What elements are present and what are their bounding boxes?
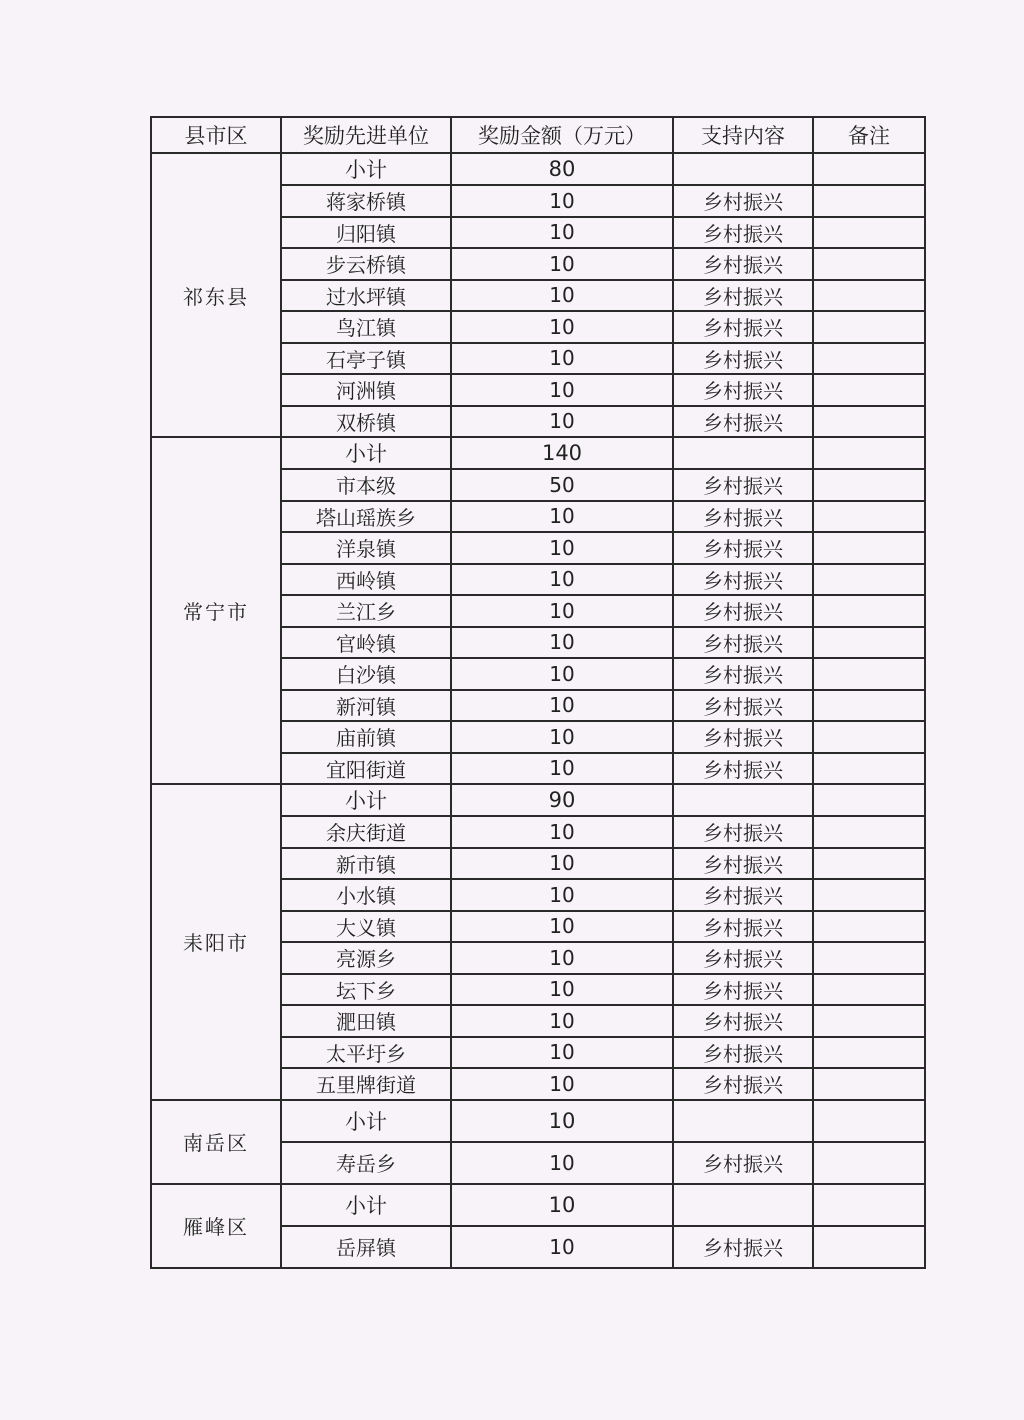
support-cell: 乡村振兴 bbox=[673, 753, 813, 785]
unit-cell: 新市镇 bbox=[281, 848, 451, 880]
remarks-cell bbox=[813, 658, 925, 690]
remarks-cell bbox=[813, 501, 925, 533]
remarks-cell bbox=[813, 406, 925, 438]
unit-cell: 宜阳街道 bbox=[281, 753, 451, 785]
amount-cell: 10 bbox=[451, 848, 673, 880]
unit-cell: 官岭镇 bbox=[281, 627, 451, 659]
unit-cell: 塔山瑶族乡 bbox=[281, 501, 451, 533]
support-cell: 乡村振兴 bbox=[673, 374, 813, 406]
subtotal-label: 小计 bbox=[281, 1100, 451, 1142]
unit-cell: 石亭子镇 bbox=[281, 343, 451, 375]
remarks-cell bbox=[813, 1068, 925, 1100]
subtotal-amount: 10 bbox=[451, 1100, 673, 1142]
remarks-cell bbox=[813, 911, 925, 943]
unit-cell: 归阳镇 bbox=[281, 217, 451, 249]
remarks-cell bbox=[813, 1100, 925, 1142]
support-cell: 乡村振兴 bbox=[673, 974, 813, 1006]
remarks-cell bbox=[813, 942, 925, 974]
subtotal-row bbox=[151, 437, 925, 469]
support-cell: 乡村振兴 bbox=[673, 248, 813, 280]
header-county: 县市区 bbox=[151, 117, 281, 153]
amount-cell: 10 bbox=[451, 374, 673, 406]
remarks-cell bbox=[813, 532, 925, 564]
amount-cell: 10 bbox=[451, 185, 673, 217]
remarks-cell bbox=[813, 595, 925, 627]
remarks-cell bbox=[813, 217, 925, 249]
remarks-cell bbox=[813, 1037, 925, 1069]
subtotal-row bbox=[151, 1100, 925, 1142]
amount-cell: 10 bbox=[451, 879, 673, 911]
unit-cell: 白沙镇 bbox=[281, 658, 451, 690]
amount-cell: 10 bbox=[451, 564, 673, 596]
subtotal-label: 小计 bbox=[281, 437, 451, 469]
county-cell: 祁东县 bbox=[151, 153, 281, 437]
remarks-cell bbox=[813, 185, 925, 217]
support-cell: 乡村振兴 bbox=[673, 564, 813, 596]
support-cell: 乡村振兴 bbox=[673, 721, 813, 753]
remarks-cell bbox=[813, 848, 925, 880]
support-cell: 乡村振兴 bbox=[673, 816, 813, 848]
support-cell: 乡村振兴 bbox=[673, 1142, 813, 1184]
support-cell: 乡村振兴 bbox=[673, 1005, 813, 1037]
support-cell: 乡村振兴 bbox=[673, 942, 813, 974]
unit-cell: 新河镇 bbox=[281, 690, 451, 722]
unit-cell: 岳屏镇 bbox=[281, 1226, 451, 1268]
subtotal-label: 小计 bbox=[281, 153, 451, 185]
unit-cell: 洋泉镇 bbox=[281, 532, 451, 564]
support-cell: 乡村振兴 bbox=[673, 658, 813, 690]
support-cell: 乡村振兴 bbox=[673, 469, 813, 501]
support-cell: 乡村振兴 bbox=[673, 879, 813, 911]
remarks-cell bbox=[813, 1226, 925, 1268]
header-support: 支持内容 bbox=[673, 117, 813, 153]
amount-cell: 10 bbox=[451, 911, 673, 943]
unit-cell: 蒋家桥镇 bbox=[281, 185, 451, 217]
amount-cell: 10 bbox=[451, 311, 673, 343]
amount-cell: 10 bbox=[451, 1005, 673, 1037]
support-cell: 乡村振兴 bbox=[673, 406, 813, 438]
remarks-cell bbox=[813, 974, 925, 1006]
remarks-cell bbox=[813, 280, 925, 312]
unit-cell: 双桥镇 bbox=[281, 406, 451, 438]
remarks-cell bbox=[813, 816, 925, 848]
award-table bbox=[150, 116, 926, 1269]
subtotal-row bbox=[151, 784, 925, 816]
amount-cell: 10 bbox=[451, 974, 673, 1006]
support-cell: 乡村振兴 bbox=[673, 532, 813, 564]
unit-cell: 小水镇 bbox=[281, 879, 451, 911]
unit-cell: 余庆街道 bbox=[281, 816, 451, 848]
support-cell: 乡村振兴 bbox=[673, 280, 813, 312]
header-remarks: 备注 bbox=[813, 117, 925, 153]
support-cell: 乡村振兴 bbox=[673, 595, 813, 627]
remarks-cell bbox=[813, 343, 925, 375]
subtotal-label: 小计 bbox=[281, 1184, 451, 1226]
amount-cell: 10 bbox=[451, 406, 673, 438]
remarks-cell bbox=[813, 690, 925, 722]
amount-cell: 10 bbox=[451, 595, 673, 627]
support-cell: 乡村振兴 bbox=[673, 1037, 813, 1069]
amount-cell: 10 bbox=[451, 1226, 673, 1268]
remarks-cell bbox=[813, 1184, 925, 1226]
remarks-cell bbox=[813, 753, 925, 785]
subtotal-row bbox=[151, 1184, 925, 1226]
unit-cell: 太平圩乡 bbox=[281, 1037, 451, 1069]
support-cell bbox=[673, 153, 813, 185]
county-cell: 雁峰区 bbox=[151, 1184, 281, 1268]
remarks-cell bbox=[813, 627, 925, 659]
support-cell bbox=[673, 1100, 813, 1142]
support-cell: 乡村振兴 bbox=[673, 343, 813, 375]
support-cell: 乡村振兴 bbox=[673, 690, 813, 722]
unit-cell: 大义镇 bbox=[281, 911, 451, 943]
subtotal-row bbox=[151, 153, 925, 185]
amount-cell: 10 bbox=[451, 1068, 673, 1100]
amount-cell: 10 bbox=[451, 816, 673, 848]
support-cell bbox=[673, 437, 813, 469]
unit-cell: 兰江乡 bbox=[281, 595, 451, 627]
amount-cell: 10 bbox=[451, 690, 673, 722]
unit-cell: 市本级 bbox=[281, 469, 451, 501]
subtotal-amount: 10 bbox=[451, 1184, 673, 1226]
subtotal-amount: 140 bbox=[451, 437, 673, 469]
amount-cell: 50 bbox=[451, 469, 673, 501]
amount-cell: 10 bbox=[451, 248, 673, 280]
unit-cell: 步云桥镇 bbox=[281, 248, 451, 280]
amount-cell: 10 bbox=[451, 627, 673, 659]
amount-cell: 10 bbox=[451, 501, 673, 533]
remarks-cell bbox=[813, 469, 925, 501]
subtotal-amount: 80 bbox=[451, 153, 673, 185]
unit-cell: 河洲镇 bbox=[281, 374, 451, 406]
remarks-cell bbox=[813, 1142, 925, 1184]
remarks-cell bbox=[813, 437, 925, 469]
amount-cell: 10 bbox=[451, 532, 673, 564]
remarks-cell bbox=[813, 564, 925, 596]
header-amount: 奖励金额（万元） bbox=[451, 117, 673, 153]
amount-cell: 10 bbox=[451, 217, 673, 249]
support-cell: 乡村振兴 bbox=[673, 627, 813, 659]
unit-cell: 鸟江镇 bbox=[281, 311, 451, 343]
subtotal-amount: 90 bbox=[451, 784, 673, 816]
unit-cell: 淝田镇 bbox=[281, 1005, 451, 1037]
unit-cell: 寿岳乡 bbox=[281, 1142, 451, 1184]
county-cell: 常宁市 bbox=[151, 437, 281, 784]
county-cell: 南岳区 bbox=[151, 1100, 281, 1184]
unit-cell: 西岭镇 bbox=[281, 564, 451, 596]
support-cell: 乡村振兴 bbox=[673, 217, 813, 249]
remarks-cell bbox=[813, 784, 925, 816]
remarks-cell bbox=[813, 879, 925, 911]
support-cell: 乡村振兴 bbox=[673, 1226, 813, 1268]
table-header-row bbox=[151, 117, 925, 153]
remarks-cell bbox=[813, 248, 925, 280]
amount-cell: 10 bbox=[451, 280, 673, 312]
remarks-cell bbox=[813, 311, 925, 343]
remarks-cell bbox=[813, 721, 925, 753]
amount-cell: 10 bbox=[451, 753, 673, 785]
remarks-cell bbox=[813, 153, 925, 185]
support-cell: 乡村振兴 bbox=[673, 185, 813, 217]
unit-cell: 五里牌街道 bbox=[281, 1068, 451, 1100]
support-cell: 乡村振兴 bbox=[673, 911, 813, 943]
support-cell: 乡村振兴 bbox=[673, 848, 813, 880]
amount-cell: 10 bbox=[451, 721, 673, 753]
remarks-cell bbox=[813, 1005, 925, 1037]
unit-cell: 庙前镇 bbox=[281, 721, 451, 753]
support-cell: 乡村振兴 bbox=[673, 1068, 813, 1100]
amount-cell: 10 bbox=[451, 658, 673, 690]
amount-cell: 10 bbox=[451, 1037, 673, 1069]
support-cell: 乡村振兴 bbox=[673, 311, 813, 343]
subtotal-label: 小计 bbox=[281, 784, 451, 816]
table-body bbox=[151, 153, 925, 1268]
support-cell: 乡村振兴 bbox=[673, 501, 813, 533]
support-cell bbox=[673, 1184, 813, 1226]
amount-cell: 10 bbox=[451, 343, 673, 375]
unit-cell: 过水坪镇 bbox=[281, 280, 451, 312]
amount-cell: 10 bbox=[451, 1142, 673, 1184]
unit-cell: 坛下乡 bbox=[281, 974, 451, 1006]
remarks-cell bbox=[813, 374, 925, 406]
amount-cell: 10 bbox=[451, 942, 673, 974]
unit-cell: 亮源乡 bbox=[281, 942, 451, 974]
county-cell: 耒阳市 bbox=[151, 784, 281, 1100]
header-unit: 奖励先进单位 bbox=[281, 117, 451, 153]
support-cell bbox=[673, 784, 813, 816]
